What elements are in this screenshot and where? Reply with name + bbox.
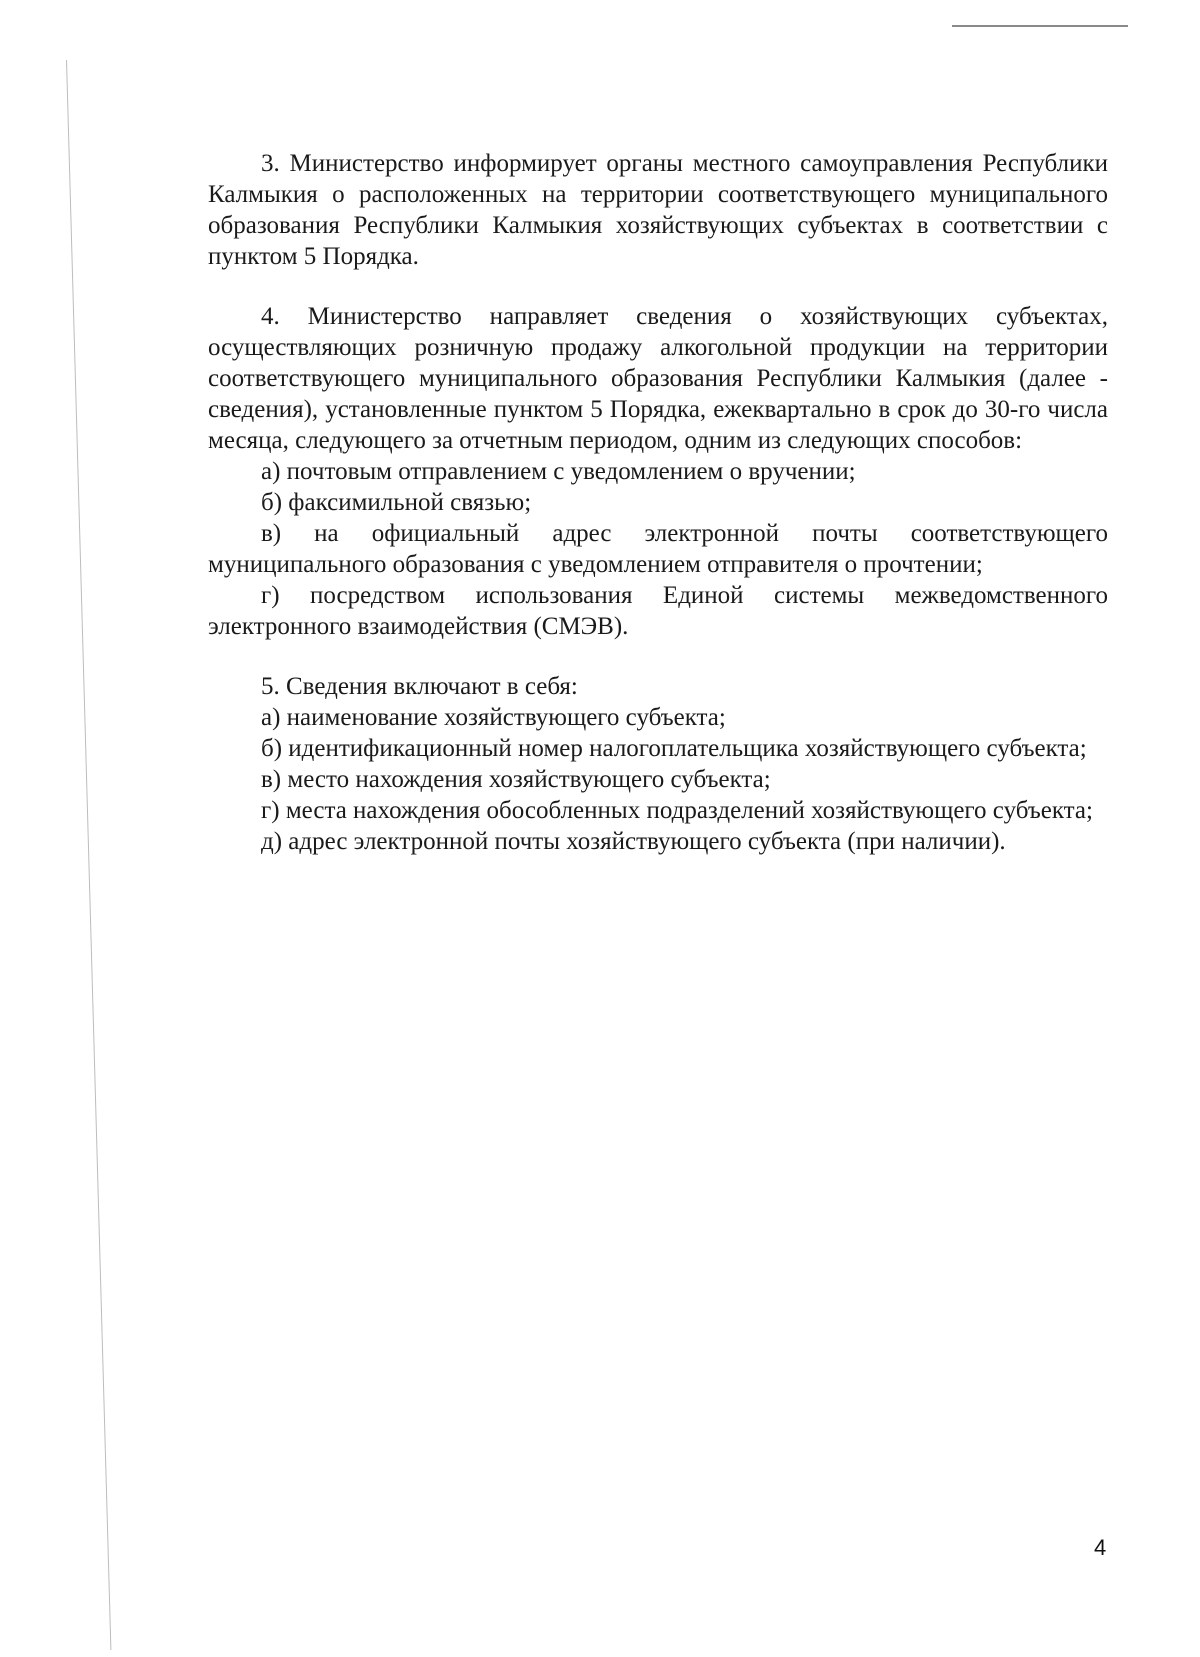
section-5-item-v: в) место нахождения хозяйствующего субъекта; (261, 766, 771, 793)
section-5-item-d: д) адрес электронной почты хозяйствующего субъекта (при наличии). (261, 828, 1006, 855)
document-body (208, 148, 1108, 857)
section-5-intro: 5. Сведения включают в себя: (261, 673, 578, 700)
section-4-item-v: в) на официальный адрес электронной почты соответствующего муниципального образования с уведомлением отправителя о прочтении; (208, 520, 1108, 578)
section-5-item-b: б) идентификационный номер налогоплательщика хозяйствующего субъекта; (261, 735, 1087, 762)
paragraph-gap (208, 272, 1108, 301)
section-4-item-g: г) посредством использования Единой системы межведомственного электронного взаимодействия (СМЭВ). (208, 582, 1108, 640)
section-5-item-g: г) места нахождения обособленных подразделений хозяйствующего субъекта; (261, 797, 1093, 824)
section-3-paragraph: 3. Министерство информирует органы местного самоуправления Республики Калмыкия о расположенных на территории соответствующего муниципального образования Республики Калмыкия хозяйствующих субъектах в соответствии с пунктом 5 Порядка. (208, 150, 1108, 270)
paragraph-gap (208, 642, 1108, 671)
page-number: 4 (1094, 1535, 1107, 1560)
section-5-item-a: а) наименование хозяйствующего субъекта; (261, 704, 726, 731)
scan-margin-line (66, 60, 111, 1650)
header-rule (952, 25, 1128, 27)
section-4-intro: 4. Министерство направляет сведения о хозяйствующих субъектах, осуществляющих розничную продажу алкогольной продукции на территории соответствующего муниципального образования Республики Калмыкия (далее - сведения), установленные пунктом 5 Порядка, ежеквартально в срок до 30-го числа месяца, следующего за отчетным периодом, одним из следующих способов: (208, 303, 1108, 454)
section-4-item-b: б) факсимильной связью; (261, 489, 532, 516)
section-4-item-a: а) почтовым отправлением с уведомлением о вручении; (261, 458, 856, 485)
